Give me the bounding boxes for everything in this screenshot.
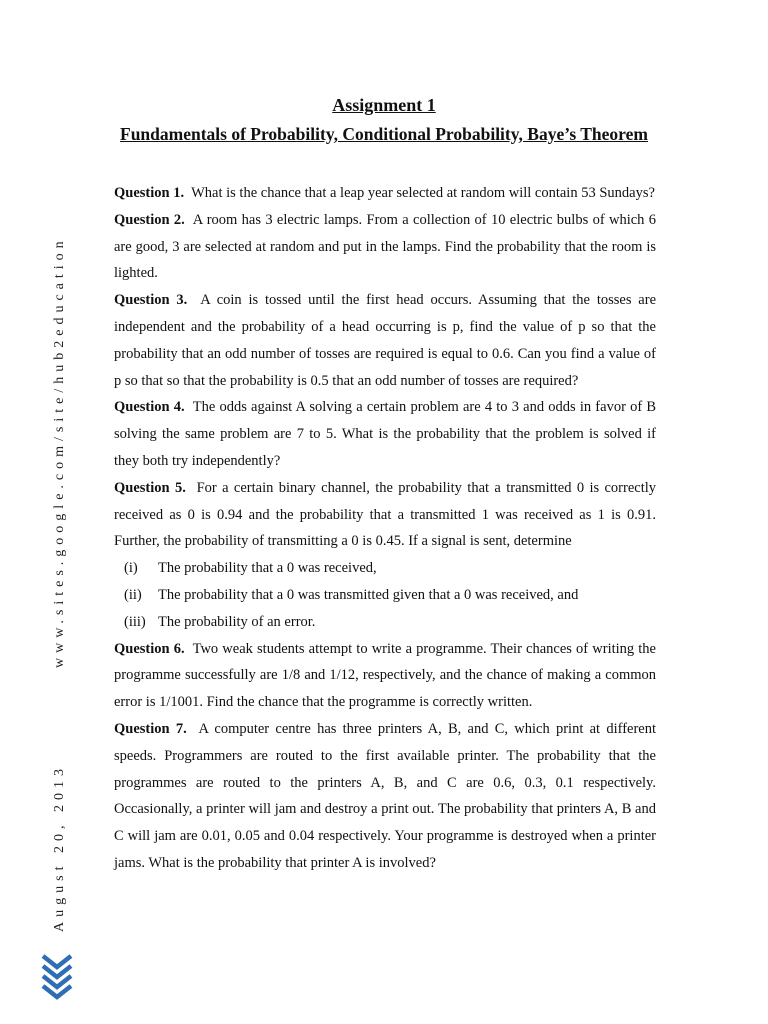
question-label: Question 6. bbox=[114, 640, 185, 657]
questions-list bbox=[114, 180, 656, 877]
question-label: Question 2. bbox=[114, 211, 185, 228]
part-number: (ii) bbox=[124, 586, 142, 603]
question-text: The odds against A solving a certain problem are 4 to 3 and odds in favor of B solving the same problem are 7 to 5. What is the probability that the problem is solved if they both try independently? bbox=[114, 399, 657, 469]
side-banner-date: August 20, 2013 bbox=[52, 764, 67, 932]
question-label: Question 7. bbox=[114, 720, 187, 737]
question-label: Question 4. bbox=[114, 399, 185, 416]
part-number: (i) bbox=[124, 560, 138, 577]
question-2 bbox=[114, 207, 656, 287]
question-5-part-ii bbox=[114, 582, 656, 609]
part-text: The probability that a 0 was received, bbox=[158, 560, 377, 577]
question-5-part-i bbox=[114, 555, 656, 582]
question-text: What is the chance that a leap year selected at random will contain 53 Sundays? bbox=[191, 185, 655, 201]
chevrons-logo-icon bbox=[40, 952, 74, 1000]
question-5 bbox=[114, 475, 656, 555]
part-text: The probability that a 0 was transmitted given that a 0 was received, and bbox=[158, 586, 579, 603]
question-text: A computer centre has three printers A, B, and C, which print at different speeds. Programmers are routed to the first available printer. The probability that the programmes are routed to the printers A, B, and C are 0.6, 0.3, 0.1 respectively. Occasionally, a printer will jam and destroy a print out. The probability that printers A, B and C will jam are 0.01, 0.05 and 0.04 respectively. Your programme is destroyed when a printer jams. What is the probability that printer A is involved? bbox=[114, 720, 656, 871]
side-banner-url: www.sites.google.com/site/hub2education bbox=[52, 236, 67, 668]
question-label: Question 5. bbox=[114, 479, 186, 496]
question-3 bbox=[114, 287, 656, 394]
page-subtitle: Fundamentals of Probability, Conditional Probability, Baye’s Theorem bbox=[120, 124, 648, 144]
part-number: (iii) bbox=[124, 613, 146, 630]
question-6 bbox=[114, 636, 656, 716]
question-label: Question 1. bbox=[114, 185, 185, 201]
question-text: For a certain binary channel, the probability that a transmitted 0 is correctly received as 0 is 0.94 and the probability that a transmitted 1 was received as 1 is 0.91. Further, the probability of transmitting a 0 is 0.45. If a signal is sent, determine bbox=[114, 479, 657, 550]
question-7 bbox=[114, 716, 656, 877]
question-1 bbox=[114, 180, 656, 207]
question-text: Two weak students attempt to write a programme. Their chances of writing the programme successfully are 1/8 and 1/12, respectively, and the chance of making a common error is 1/1001. Find the chance that the programme is correctly written. bbox=[114, 640, 656, 711]
question-5-part-iii bbox=[114, 609, 656, 636]
question-text: A coin is tossed until the first head occurs. Assuming that the tosses are independent and the probability of a head occurring is p, find the value of p so that the probability that an odd number of tosses are required is equal to 0.6. Can you find a value of p so that so that the probability is 0.5 that an odd number of tosses are required? bbox=[114, 292, 657, 389]
part-text: The probability of an error. bbox=[158, 613, 316, 630]
question-4 bbox=[114, 394, 656, 474]
question-label: Question 3. bbox=[114, 292, 188, 309]
page-title: Assignment 1 bbox=[332, 95, 436, 115]
title-block bbox=[112, 94, 656, 145]
question-text: A room has 3 electric lamps. From a collection of 10 electric bulbs of which 6 are good, 3 are selected at random and put in the lamps. Find the probability that the room is lighted. bbox=[114, 211, 657, 282]
